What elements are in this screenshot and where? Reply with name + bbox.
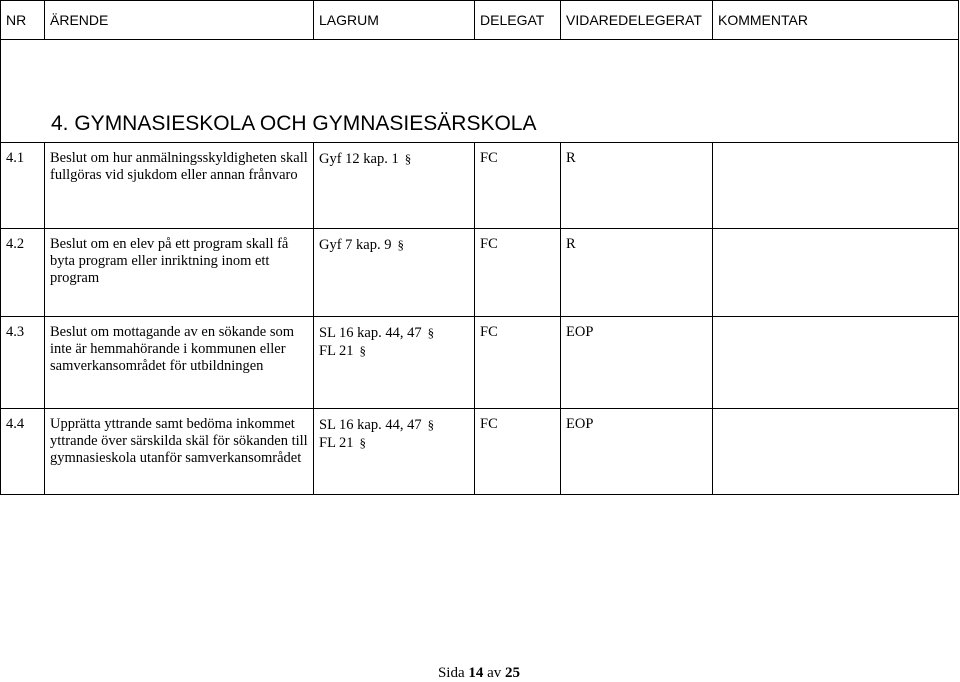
row-arende: Beslut om en elev på ett program skall få byta program eller inriktning inom ett program [45, 229, 314, 317]
row-lagrum [314, 317, 475, 409]
row-delegat: FC [475, 409, 561, 495]
column-header-arende: ÄRENDE [45, 1, 314, 40]
section-sign: § [397, 237, 404, 252]
row-delegat: FC [475, 229, 561, 317]
lagrum-text: SL 16 kap. 44, 47 [319, 325, 422, 341]
row-delegat: FC [475, 317, 561, 409]
row-vidaredelegerat: R [561, 143, 713, 229]
page-middle: av [487, 665, 502, 681]
lagrum-text: Gyf 7 kap. 9 [319, 237, 392, 253]
column-header-delegat: DELEGAT [475, 1, 561, 40]
section-sign: § [404, 151, 412, 166]
row-lagrum [314, 409, 475, 495]
column-header-nr: NR [1, 1, 45, 40]
row-kommentar [713, 143, 959, 229]
row-vidaredelegerat: R [561, 229, 713, 317]
table-row [1, 317, 959, 409]
section-cell [1, 40, 959, 143]
section-sign: § [359, 343, 367, 358]
lagrum-text: SL 16 kap. 44, 47 [319, 417, 422, 433]
row-delegat: FC [475, 143, 561, 229]
lagrum-line [319, 151, 411, 167]
row-kommentar [713, 317, 959, 409]
section-title: 4. GYMNASIESKOLA OCH GYMNASIESÄRSKOLA [51, 112, 537, 135]
row-nr: 4.4 [1, 409, 45, 495]
lagrum-text: FL 21 [319, 343, 354, 359]
column-header-vidaredelegerat: VIDAREDELEGERAT [561, 1, 713, 40]
table-row [1, 143, 959, 229]
column-header-lagrum: LAGRUM [314, 1, 475, 40]
page-number [0, 665, 958, 682]
section-sign: § [427, 325, 435, 340]
page-prefix: Sida [437, 665, 465, 681]
row-nr: 4.2 [1, 229, 45, 317]
lagrum-line [319, 324, 469, 342]
header-row [1, 1, 959, 40]
row-arende: Upprätta yttrande samt bedöma inkommet yttrande över särskilda skäl för sökanden till gymnasieskola utanför samverkansområdet [45, 409, 314, 495]
row-lagrum [314, 229, 475, 317]
table-row [1, 229, 959, 317]
row-kommentar [713, 409, 959, 495]
page-current: 14 [468, 665, 484, 681]
table-row [1, 409, 959, 495]
lagrum-line [319, 237, 404, 253]
section-sign: § [359, 435, 367, 450]
page-total: 25 [505, 665, 521, 681]
section-sign: § [427, 417, 435, 432]
lagrum-text: Gyf 12 kap. 1 [319, 151, 399, 167]
row-nr: 4.3 [1, 317, 45, 409]
lagrum-line [319, 342, 469, 360]
lagrum-line [319, 416, 469, 434]
row-vidaredelegerat: EOP [561, 317, 713, 409]
row-arende: Beslut om mottagande av en sökande som inte är hemmahörande i kommunen eller samverkansområdet för utbildningen [45, 317, 314, 409]
row-arende: Beslut om hur anmälningsskyldigheten skall fullgöras vid sjukdom eller annan frånvaro [45, 143, 314, 229]
row-vidaredelegerat: EOP [561, 409, 713, 495]
row-kommentar [713, 229, 959, 317]
section-row [1, 40, 959, 143]
lagrum-text: FL 21 [319, 435, 354, 451]
column-header-kommentar: KOMMENTAR [713, 1, 959, 40]
row-nr: 4.1 [1, 143, 45, 229]
lagrum-line [319, 434, 469, 452]
row-lagrum [314, 143, 475, 229]
